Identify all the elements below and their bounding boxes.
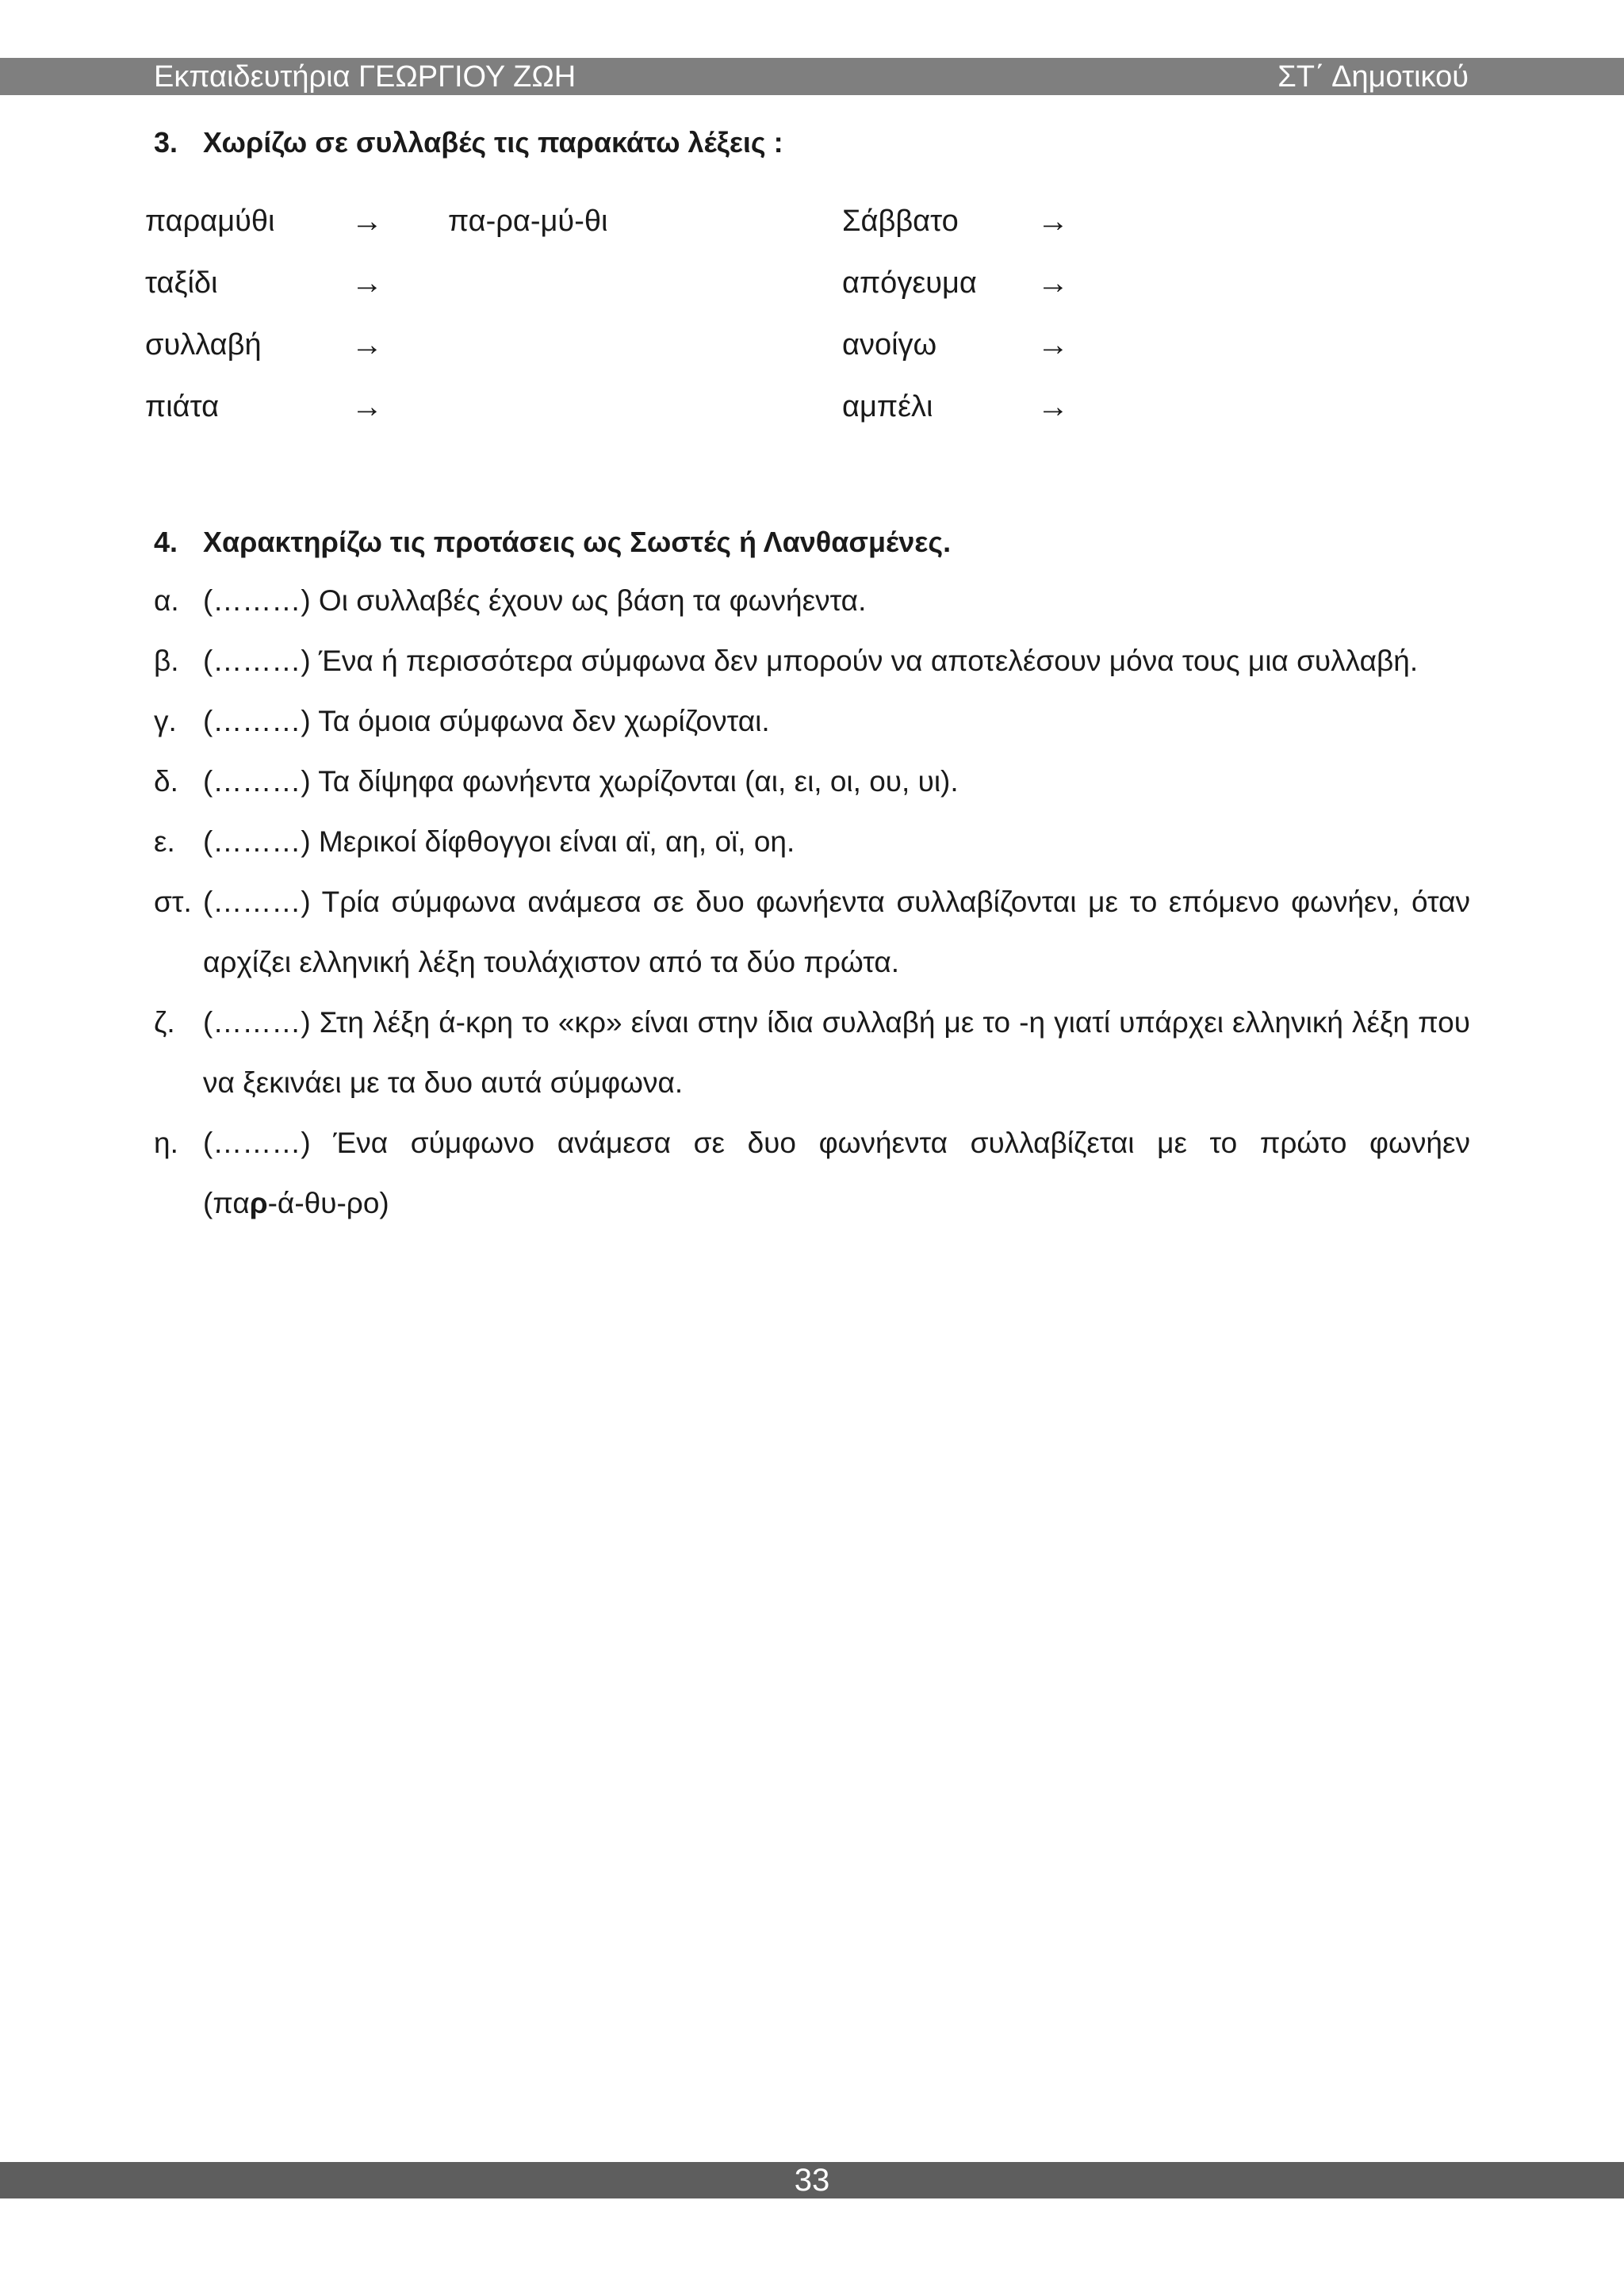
statement-label: ζ.	[154, 1006, 175, 1039]
statement-text: (………) Τα όμοια σύμφωνα δεν χωρίζονται.	[203, 705, 770, 737]
statement-item	[154, 691, 1470, 752]
statement-line: (………) Ένα σύμφωνο ανάμεσα σε δυο φωνήεντα συλλαβίζεται με το πρώτο φωνήεν	[203, 1127, 1470, 1159]
statement-item	[154, 872, 1470, 993]
example-bold-letter: ρ	[249, 1187, 268, 1219]
arrow-icon: →	[351, 204, 383, 239]
statement-text: (………) Οι συλλαβές έχουν ως βάση τα φωνήεντα.	[203, 584, 867, 617]
statement-item	[154, 993, 1470, 1113]
word: παραμύθι	[145, 205, 275, 238]
syllable-row	[0, 263, 1624, 303]
arrow-icon: →	[351, 389, 383, 424]
statement-label: δ.	[154, 765, 178, 798]
word: απόγευμα	[842, 266, 977, 300]
statement-text: (………) Ένα ή περισσότερα σύμφωνα δεν μπορούν να αποτελέσουν μόνα τους μια συλλαβή.	[203, 645, 1419, 677]
example-suffix: -ά-θυ-ρο)	[267, 1187, 389, 1219]
statement-item	[154, 631, 1470, 691]
page-number: 33	[794, 2163, 830, 2198]
example-prefix: (πα	[203, 1187, 250, 1219]
word: ταξίδι	[145, 266, 218, 300]
statement-item	[154, 752, 1470, 812]
word: ανοίγω	[842, 328, 937, 362]
statement-text: (………) Τρία σύμφωνα ανάμεσα σε δυο φωνήεντα συλλαβίζονται με το επόμενο φωνήεν, όταν αρχίζει ελληνική λέξη τουλάχιστον από τα δύο πρώτα.	[203, 886, 1470, 978]
syllable-row	[0, 325, 1624, 365]
exercise-4-number: 4.	[154, 526, 178, 558]
arrow-icon: →	[1037, 327, 1069, 362]
statement-item	[154, 812, 1470, 872]
statement-text	[203, 1113, 1470, 1234]
statement-text: (………) Τα δίψηφα φωνήεντα χωρίζονται (αι, ει, οι, ου, υι).	[203, 765, 959, 798]
grade-label: ΣΤ΄ Δημοτικού	[1277, 60, 1469, 94]
word: Σάββατο	[842, 205, 959, 238]
syllable-answer: πα-ρα-μύ-θι	[448, 205, 608, 238]
statement-label: ε.	[154, 825, 175, 858]
statement-label: β.	[154, 645, 179, 677]
statement-label: στ.	[154, 886, 192, 918]
syllable-example	[203, 1173, 1470, 1234]
exercise-4-text: Χαρακτηρίζω τις προτάσεις ως Σωστές ή Λανθασμένες.	[203, 526, 952, 558]
word: πιάτα	[145, 390, 220, 423]
exercise-4-title	[154, 525, 1470, 560]
word: συλλαβή	[145, 328, 262, 362]
arrow-icon: →	[351, 266, 383, 300]
page-footer	[0, 2162, 1624, 2198]
statement-item	[154, 1113, 1470, 1234]
statement-text: (………) Στη λέξη ά-κρη το «κρ» είναι στην ίδια συλλαβή με το -η γιατί υπάρχει ελληνική λέξη που να ξεκινάει με τα δυο αυτά σύμφωνα.	[203, 1006, 1470, 1099]
statement-text: (………) Μερικοί δίφθογγοι είναι αϊ, αη, οϊ, οη.	[203, 825, 795, 858]
exercise-3-number: 3.	[154, 126, 178, 159]
statement-item	[154, 571, 1470, 631]
arrow-icon: →	[1037, 266, 1069, 300]
exercise-3-text: Χωρίζω σε συλλαβές τις παρακάτω λέξεις :	[203, 126, 783, 159]
page-header	[0, 58, 1624, 95]
arrow-icon: →	[1037, 204, 1069, 239]
syllable-row	[0, 387, 1624, 427]
statement-label: γ.	[154, 705, 177, 737]
word: αμπέλι	[842, 390, 933, 423]
school-name: Εκπαιδευτήρια ΓΕΩΡΓΙΟΥ ΖΩΗ	[154, 60, 576, 94]
exercise-3-title	[154, 125, 1470, 160]
arrow-icon: →	[351, 327, 383, 362]
syllable-row	[0, 201, 1624, 241]
statement-label: η.	[154, 1127, 178, 1159]
arrow-icon: →	[1037, 389, 1069, 424]
statement-label: α.	[154, 584, 179, 617]
